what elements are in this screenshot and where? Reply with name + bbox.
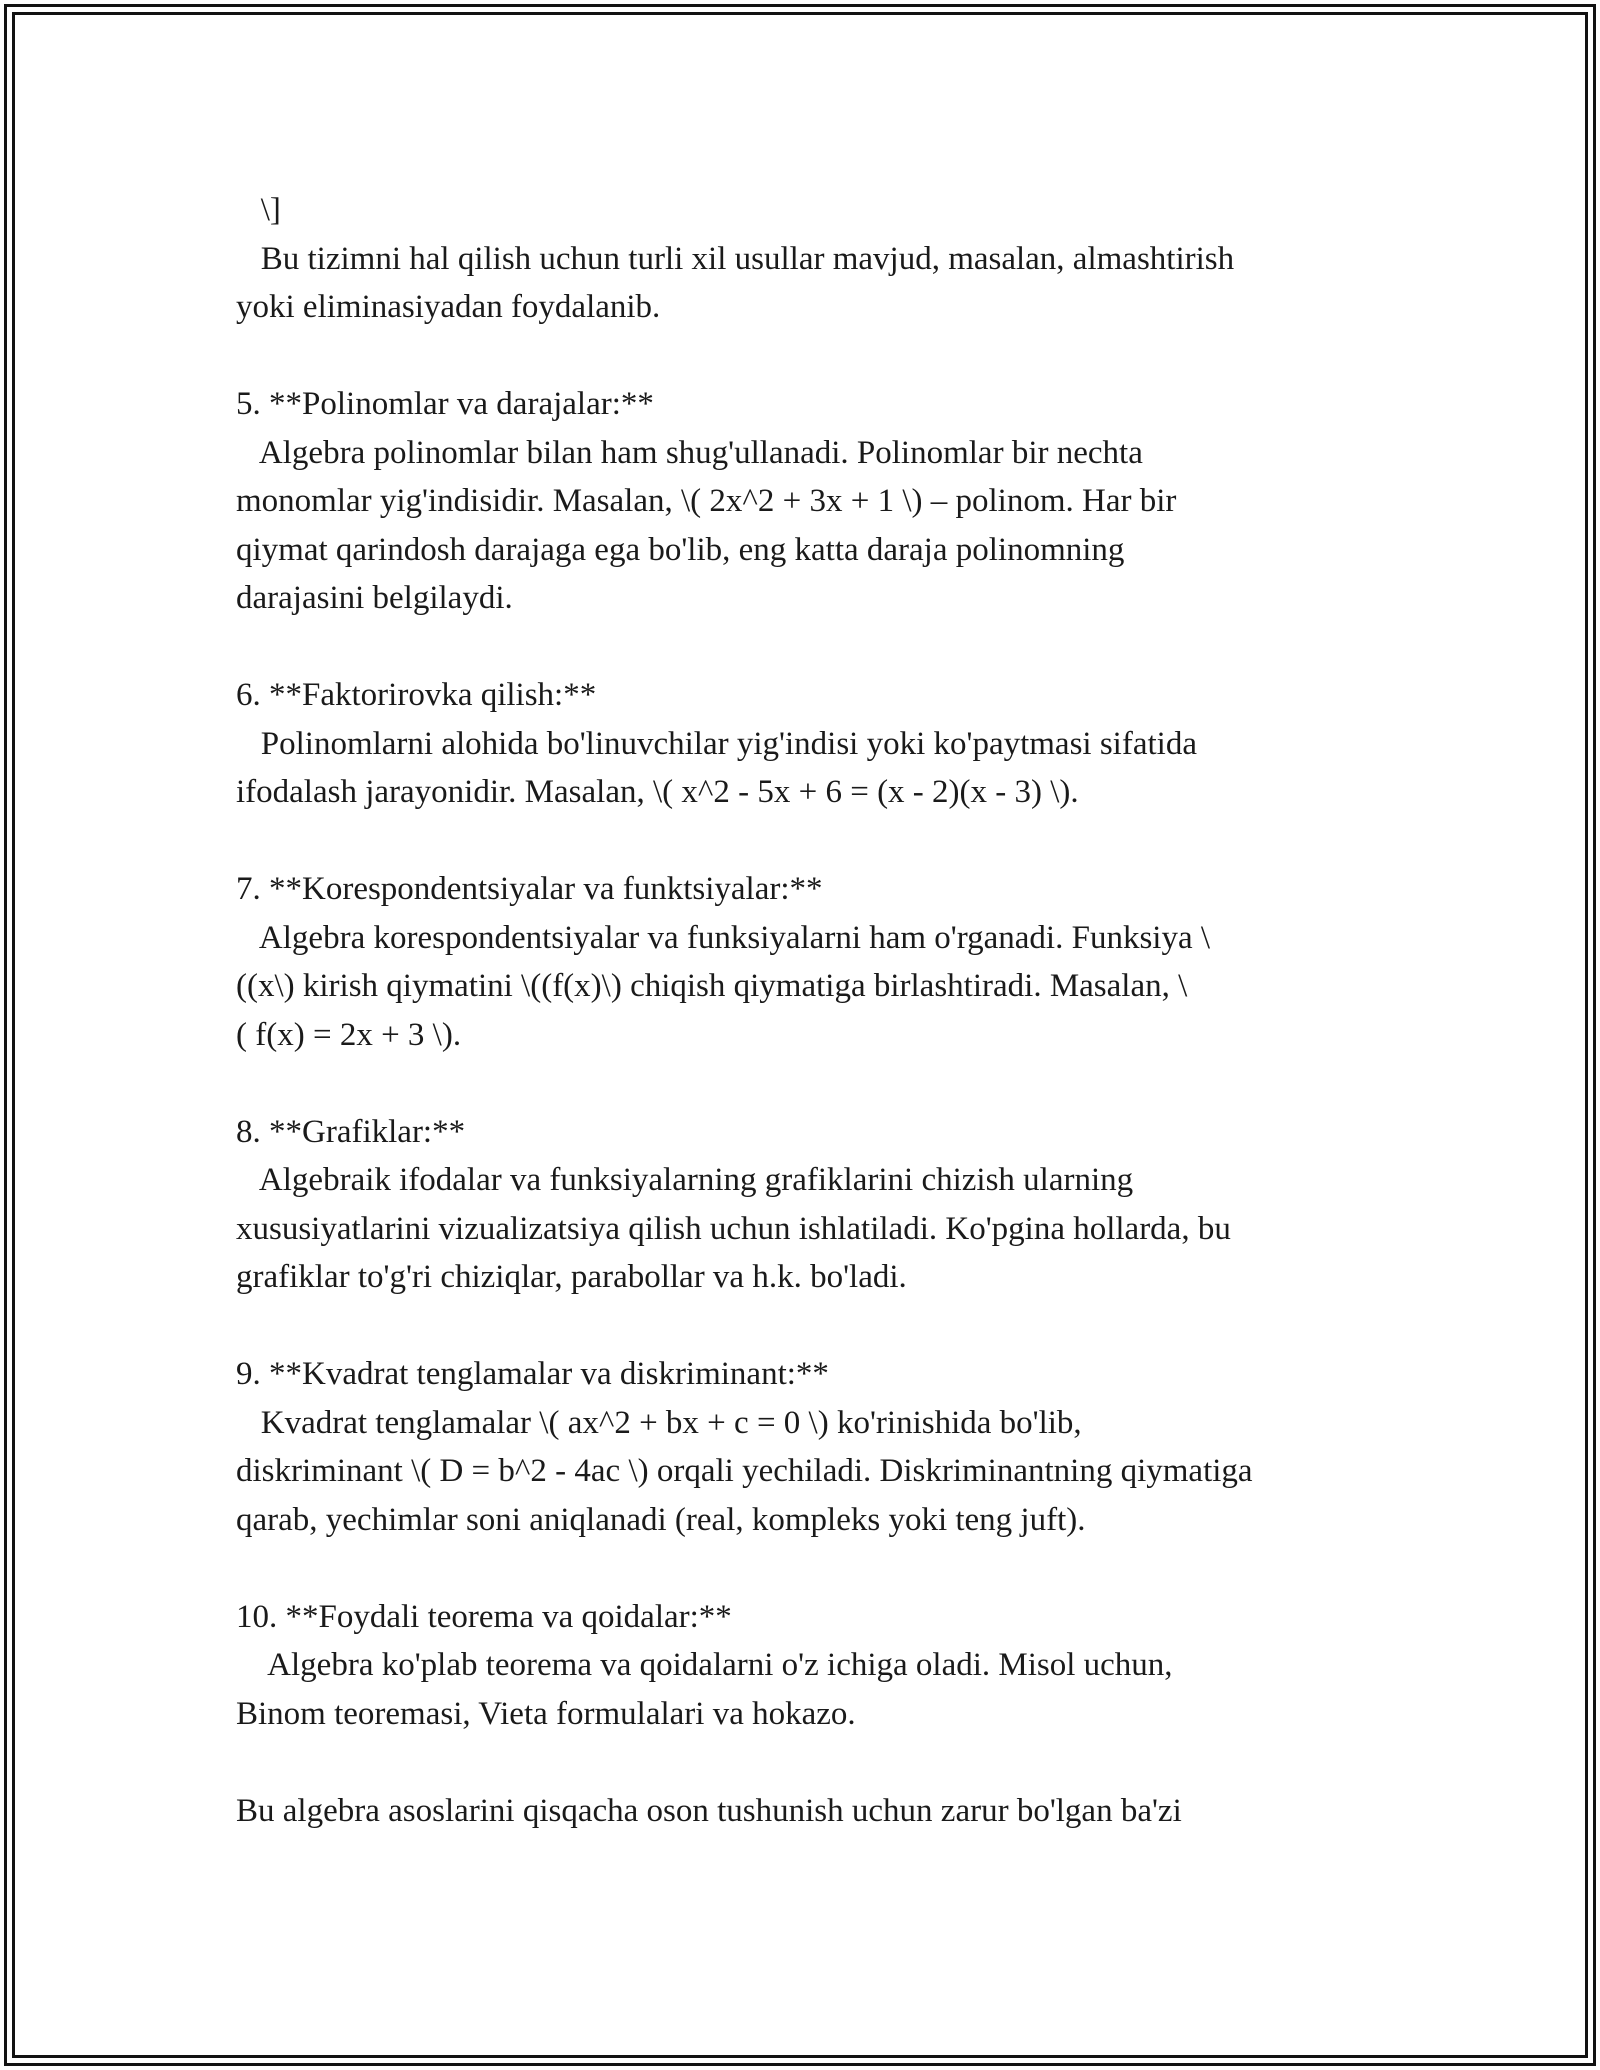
text-line: Kvadrat tenglamalar \( ax^2 + bx + c = 0 \) ko'rinishida bo'lib, bbox=[236, 1404, 1082, 1441]
section-heading-8: 8. **Grafiklar:** bbox=[236, 1113, 466, 1150]
blank-line bbox=[236, 1059, 1376, 1108]
document-body bbox=[236, 186, 1376, 1835]
blank-line bbox=[236, 817, 1376, 866]
section-heading-7: 7. **Korespondentsiyalar va funktsiyalar:** bbox=[236, 871, 823, 907]
text-line: ( f(x) = 2x + 3 \). bbox=[236, 1016, 462, 1053]
text-line: grafiklar to'g'ri chiziqlar, parabollar va h.k. bo'ladi. bbox=[236, 1259, 907, 1295]
text-line: diskriminant \( D = b^2 - 4ac \) orqali yechiladi. Diskriminantning qiymatiga bbox=[236, 1453, 1253, 1489]
text-line: qiymat qarindosh darajaga ega bo'lib, eng katta daraja polinomning bbox=[236, 531, 1125, 568]
text-line: Bu tizimni hal qilish uchun turli xil usullar mavjud, masalan, almashtirish bbox=[236, 240, 1235, 277]
text-line: Binom teoremasi, Vieta formulalari va hokazo. bbox=[236, 1695, 856, 1732]
text-line: monomlar yig'indisidir. Masalan, \( 2x^2 + 3x + 1 \) – polinom. Har bir bbox=[236, 483, 1177, 519]
blank-line bbox=[236, 623, 1376, 672]
section-heading-9: 9. **Kvadrat tenglamalar va diskriminant:** bbox=[236, 1356, 829, 1392]
text-line: darajasini belgilaydi. bbox=[236, 580, 513, 616]
text-line: \] bbox=[236, 192, 281, 228]
text-line: qarab, yechimlar soni aniqlanadi (real, kompleks yoki teng juft). bbox=[236, 1501, 1086, 1538]
blank-line bbox=[236, 1544, 1376, 1593]
text-line: Bu algebra asoslarini qisqacha oson tushunish uchun zarur bo'lgan ba'zi bbox=[236, 1792, 1182, 1829]
section-heading-10: 10. **Foydali teorema va qoidalar:** bbox=[236, 1598, 732, 1635]
blank-line bbox=[236, 332, 1376, 381]
text-line: ((x\) kirish qiymatini \((f(x)\) chiqish qiymatiga birlashtiradi. Masalan, \ bbox=[236, 968, 1188, 1004]
blank-line bbox=[236, 1302, 1376, 1351]
text-line: xususiyatlarini vizualizatsiya qilish uchun ishlatiladi. Ko'pgina hollarda, bu bbox=[236, 1210, 1231, 1247]
section-heading-6: 6. **Faktorirovka qilish:** bbox=[236, 677, 597, 713]
text-line: Algebra ko'plab teorema va qoidalarni o'z ichiga oladi. Misol uchun, bbox=[236, 1647, 1173, 1683]
blank-line bbox=[236, 1738, 1376, 1787]
text-line: Algebra korespondentsiyalar va funksiyalarni ham o'rganadi. Funksiya \ bbox=[236, 919, 1211, 956]
text-line: Algebra polinomlar bilan ham shug'ullanadi. Polinomlar bir nechta bbox=[236, 434, 1143, 471]
text-line: yoki eliminasiyadan foydalanib. bbox=[236, 289, 661, 325]
section-heading-5: 5. **Polinomlar va darajalar:** bbox=[236, 386, 654, 422]
text-line: Polinomlarni alohida bo'linuvchilar yig'indisi yoki ko'paytmasi sifatida bbox=[236, 725, 1197, 762]
text-line: Algebraik ifodalar va funksiyalarning grafiklarini chizish ularning bbox=[236, 1162, 1134, 1198]
text-line: ifodalash jarayonidir. Masalan, \( x^2 - 5x + 6 = (x - 2)(x - 3) \). bbox=[236, 774, 1079, 810]
